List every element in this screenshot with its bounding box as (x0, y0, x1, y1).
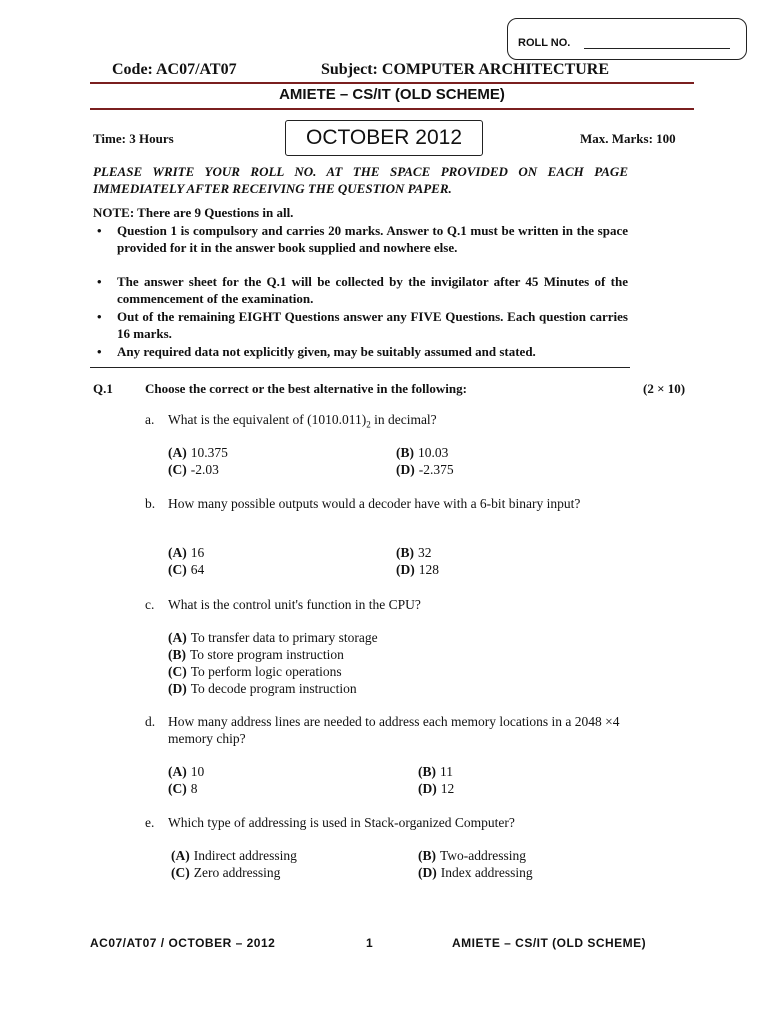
option: (B) 11 (418, 764, 453, 779)
option: (B) 10.03 (396, 445, 449, 460)
question-marks: (2 × 10) (643, 381, 686, 396)
note-bullet: • Out of the remaining EIGHT Questions answer any FIVE Questions. Each question carries 16 marks. (93, 308, 628, 342)
section-divider (90, 367, 630, 368)
item-question: How many address lines are needed to address each memory locations in a 2048 ×4 memory chip? (168, 714, 620, 746)
page-number: 1 (366, 936, 373, 950)
exam-time: Time: 3 Hours (93, 131, 174, 146)
item-question: Which type of addressing is used in Stack-organized Computer? (168, 815, 515, 830)
roll-instruction: PLEASE WRITE YOUR ROLL NO. AT THE SPACE PROVIDED ON EACH PAGE IMMEDIATELY AFTER RECEIVING THE QUESTION PAPER. (93, 164, 628, 196)
option: (D) Index addressing (418, 865, 533, 880)
roll-number-box (507, 18, 747, 60)
question-text: Choose the correct or the best alternative in the following: (145, 381, 467, 396)
roll-number-label: ROLL NO. (518, 37, 571, 49)
binary-subscript: 2 (366, 419, 371, 430)
option: (A) 10.375 (168, 445, 228, 460)
option: (A) To transfer data to primary storage (168, 630, 378, 645)
item-letter: b. (145, 496, 156, 511)
option: (C) 64 (168, 562, 205, 577)
item-question-part: What is the equivalent of (1010.011) (168, 412, 367, 427)
header-rule-top (90, 82, 694, 84)
paper-subject: Subject: COMPUTER ARCHITECTURE (321, 61, 610, 78)
item-question (168, 411, 437, 434)
footer-code: AC07/AT07 / OCTOBER – 2012 (90, 936, 276, 950)
option: (D) -2.375 (396, 462, 454, 477)
item-letter: d. (145, 714, 156, 729)
option: (A) 10 (168, 764, 205, 779)
option: (C) Zero addressing (171, 865, 281, 880)
option: (D) 128 (396, 562, 439, 577)
note-heading: NOTE: There are 9 Questions in all. (93, 205, 294, 220)
item-question: What is the control unit's function in the CPU? (168, 597, 421, 612)
note-bullet: • Any required data not explicitly given, may be suitably assumed and stated. (93, 343, 628, 360)
item-letter: e. (145, 815, 155, 830)
item-letter: a. (145, 412, 155, 427)
exam-month: OCTOBER 2012 (285, 120, 483, 156)
option: (A) 16 (168, 545, 205, 560)
option: (D) 12 (418, 781, 455, 796)
item-letter: c. (145, 597, 155, 612)
option: (C) To perform logic operations (168, 664, 342, 679)
item-question: How many possible outputs would a decoder have with a 6-bit binary input? (168, 496, 581, 511)
option: (B) To store program instruction (168, 647, 344, 662)
max-marks: Max. Marks: 100 (580, 131, 676, 146)
option: (B) 32 (396, 545, 432, 560)
item-question-part: in decimal? (370, 412, 437, 427)
paper-code: Code: AC07/AT07 (112, 61, 237, 78)
option: (D) To decode program instruction (168, 681, 357, 696)
footer-scheme: AMIETE – CS/IT (OLD SCHEME) (452, 936, 647, 950)
exam-scheme: AMIETE – CS/IT (OLD SCHEME) (279, 86, 505, 103)
roll-number-blank-line (584, 48, 730, 49)
note-bullet: • Question 1 is compulsory and carries 20 marks. Answer to Q.1 must be written in the space provided for it in the answer book supplied and nowhere else. (93, 222, 628, 256)
question-number: Q.1 (93, 381, 113, 396)
option: (C) -2.03 (168, 462, 219, 477)
option: (B) Two-addressing (418, 848, 527, 863)
option: (C) 8 (168, 781, 198, 796)
header-rule-bottom (90, 108, 694, 110)
option: (A) Indirect addressing (171, 848, 297, 863)
note-bullet: • The answer sheet for the Q.1 will be collected by the invigilator after 45 Minutes of the commencement of the examination. (93, 273, 628, 307)
